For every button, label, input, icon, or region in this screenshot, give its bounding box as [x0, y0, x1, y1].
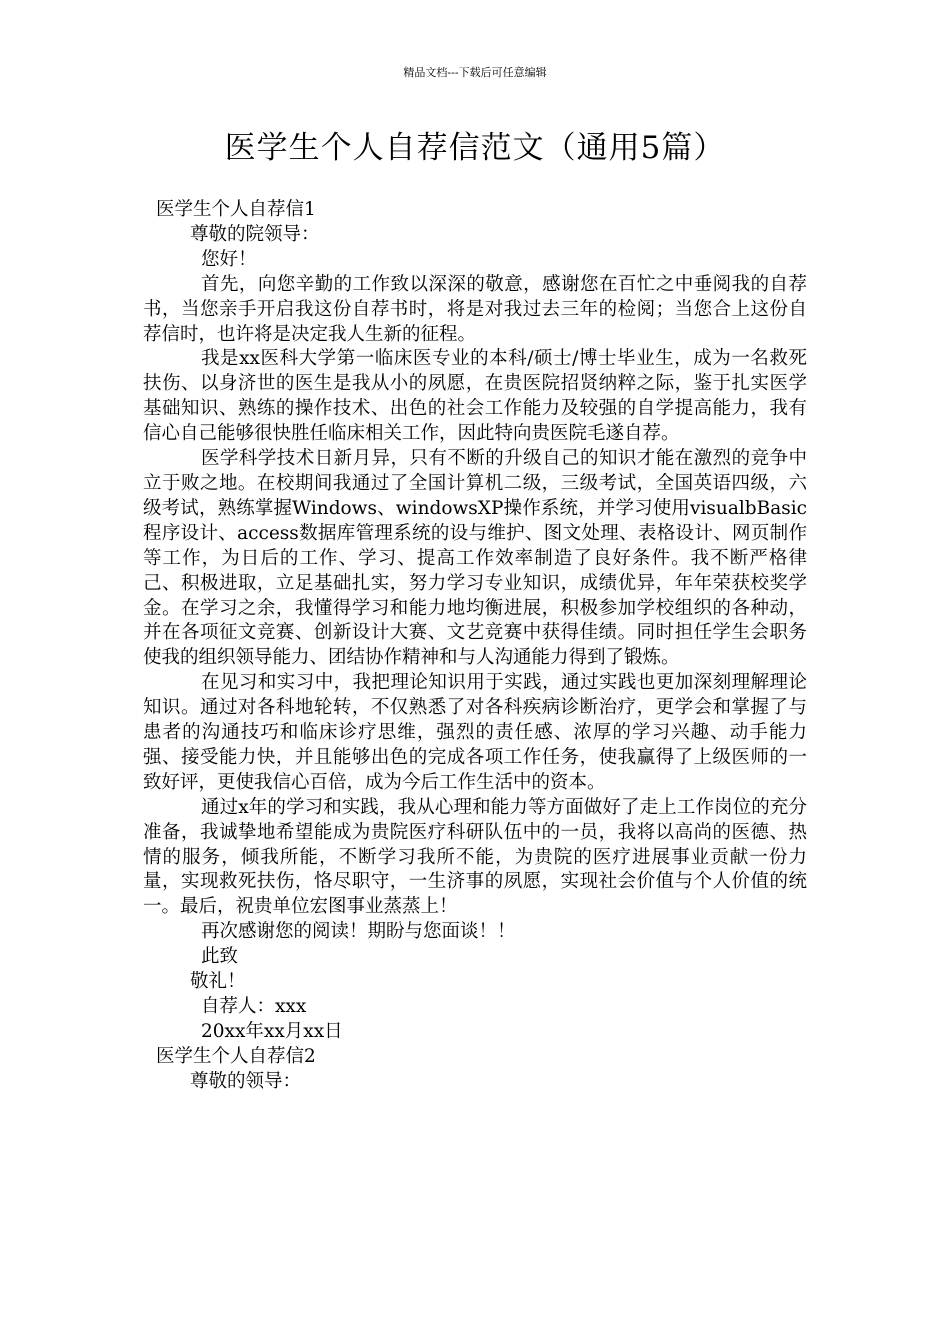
letter-1-paragraph: 我是xx医科大学第一临床医专业的本科/硕士/博士毕业生，成为一名救死扶伤、以身济世的医生是我从小的夙愿，在贵医院招贤纳粹之际，鉴于扎实医学基础知识、熟练的操作技术、出色的社会工作能力及较强的自学提高能力，我有信心自己能够很快胜任临床相关工作，因此特向贵医院毛遂自荐。 [143, 348, 807, 445]
letter-1-salutation: 尊敬的院领导： [190, 223, 320, 245]
header-note: 精品文档---下载后可任意编辑 [403, 66, 547, 79]
letter-1-date: 20xx年xx月xx日 [201, 1020, 343, 1042]
letter-1-paragraph: 首先，向您辛勤的工作致以深深的敬意，感谢您在百忙之中垂阅我的自荐书，当您亲手开启我这份自荐书时，将是对我过去三年的检阅；当您合上这份自荐信时，也许将是决定我人生新的征程。 [143, 273, 807, 345]
document-body [143, 198, 807, 1095]
letter-1-thanks: 再次感谢您的阅读！期盼与您面谈！！ [201, 921, 516, 943]
document-title: 医学生个人自荐信范文（通用5篇） [224, 130, 726, 166]
letter-1-heading: 医学生个人自荐信1 [156, 199, 316, 220]
letter-1-paragraph: 医学科学技术日新月异，只有不断的升级自己的知识才能在激烈的竞争中立于败之地。在校期间我通过了全国计算机二级，三级考试，全国英语四级，六级考试，熟练掌握Windows、windowsXP操作系统，并学习使用visualbBasic程序设计、access数据库管理系统的设与维护、图文处理、表格设计、网页制作等工作，为日后的工作、学习、提高工作效率制造了良好条件。我不断严格律己、积极进取，立足基础扎实，努力学习专业知识，成绩优异，年年荣获校奖学金。在学习之余，我懂得学习和能力地均衡进展，积极参加学校组织的各种动，并在各项征文竞赛、创新设计大赛、文艺竞赛中获得佳绩。同时担任学生会职务使我的组织领导能力、团结协作精神和与人沟通能力得到了锻炼。 [143, 448, 807, 669]
letter-1-paragraph: 通过x年的学习和实践，我从心理和能力等方面做好了走上工作岗位的充分准备，我诚挚地希望能成为贵院医疗科研队伍中的一员，我将以高尚的医德、热情的服务，倾我所能，不断学习我所不能，为贵院的医疗进展事业贡献一份力量，实现救死扶伤，恪尽职守，一生济事的夙愿，实现社会价值与个人价值的统一。最后，祝贵单位宏图事业蒸蒸上！ [143, 796, 807, 918]
letter-2-salutation: 尊敬的领导： [190, 1070, 302, 1092]
letter-1-paragraph: 在见习和实习中，我把理论知识用于实践，通过实践也更加深刻理解理论知识。通过对各科地轮转，不仅熟悉了对各科疾病诊断治疗，更学会和掌握了与患者的沟通技巧和临床诊疗思维，强烈的责任感、浓厚的学习兴趣、动手能力强、接受能力快，并且能够出色的完成各项工作任务，使我赢得了上级医师的一致好评，更使我信心百倍，成为今后工作生活中的资本。 [143, 672, 807, 793]
letter-1-closing: 此致 [201, 946, 239, 968]
letter-1-regards: 敬礼！ [190, 971, 246, 993]
letter-2-heading: 医学生个人自荐信2 [156, 1045, 316, 1067]
letter-1-signer: 自荐人：xxx [201, 996, 307, 1017]
letter-1-greeting: 您好！ [201, 248, 257, 270]
